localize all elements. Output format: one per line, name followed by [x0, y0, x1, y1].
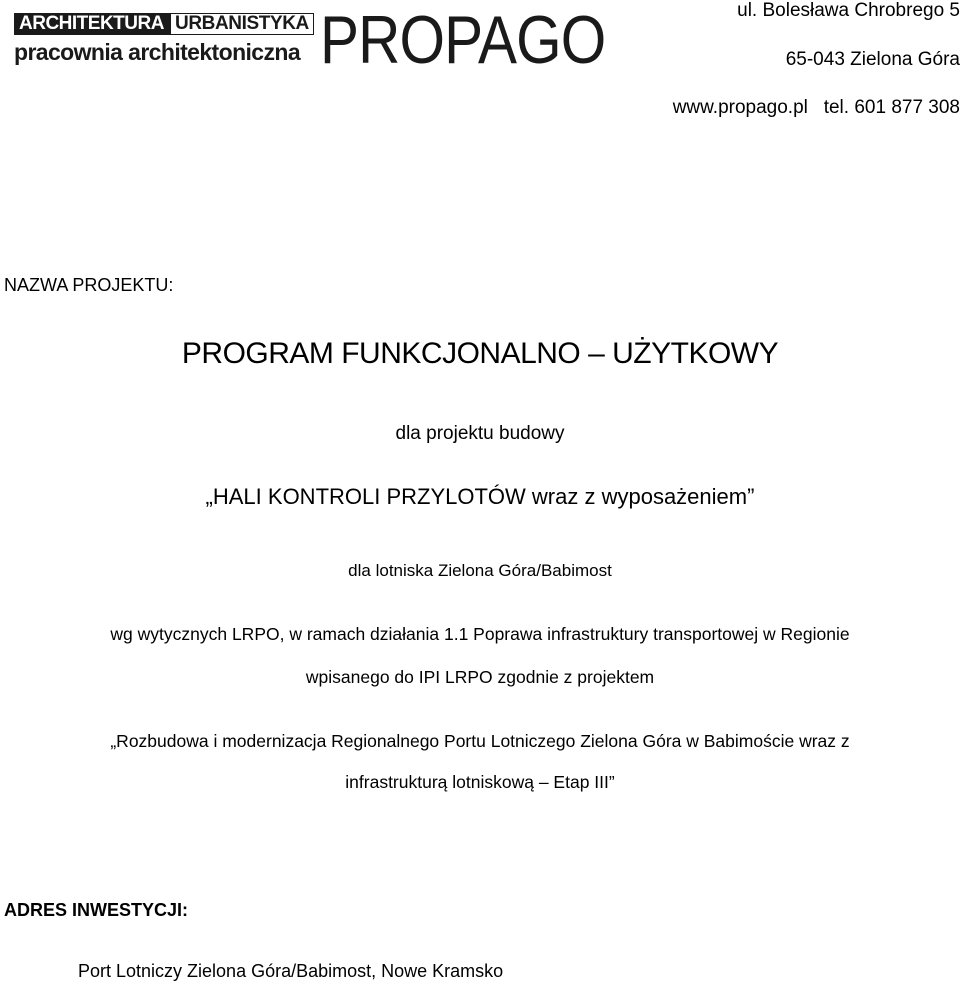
- project-name-line-1: „Rozbudowa i modernizacja Regionalnego Portu Lotniczego Zielona Góra w Babimoście wraz z: [110, 731, 850, 751]
- document-title: PROGRAM FUNKCJONALNO – UŻYTKOWY: [181, 337, 779, 370]
- contact-street: ul. Bolesława Chrobrego 5: [737, 0, 960, 21]
- project-name-line-2: infrastrukturą lotniskową – Etap III”: [345, 772, 615, 792]
- logo-architektura: ARCHITEKTURA: [14, 13, 171, 35]
- investment-address-value: Port Lotniczy Zielona Góra/Babimost, Nowe Kramsko: [78, 961, 504, 981]
- investment-address-label: ADRES INWESTYCJI:: [4, 900, 189, 920]
- object-name: „HALI KONTROLI PRZYLOTÓW wraz z wyposażeniem”: [205, 484, 755, 509]
- contact-city: 65-043 Zielona Góra: [785, 49, 960, 70]
- for-project-text: dla projektu budowy: [395, 423, 565, 444]
- logo-propago: PROPAGO: [320, 2, 606, 78]
- logo-pracownia: pracownia architektoniczna: [14, 39, 301, 65]
- guidelines-line-2: wpisanego do IPI LRPO zgodnie z projektem: [305, 667, 655, 687]
- guidelines-line-1: wg wytycznych LRPO, w ramach działania 1.1 Poprawa infrastruktury transportowej w Regionie: [110, 624, 850, 644]
- logo-urbanistyka: URBANISTYKA: [170, 13, 314, 35]
- project-name-label: NAZWA PROJEKTU:: [4, 275, 174, 295]
- contact-web-phone: www.propago.pl tel. 601 877 308: [672, 97, 960, 118]
- airport-text: dla lotniska Zielona Góra/Babimost: [348, 561, 612, 580]
